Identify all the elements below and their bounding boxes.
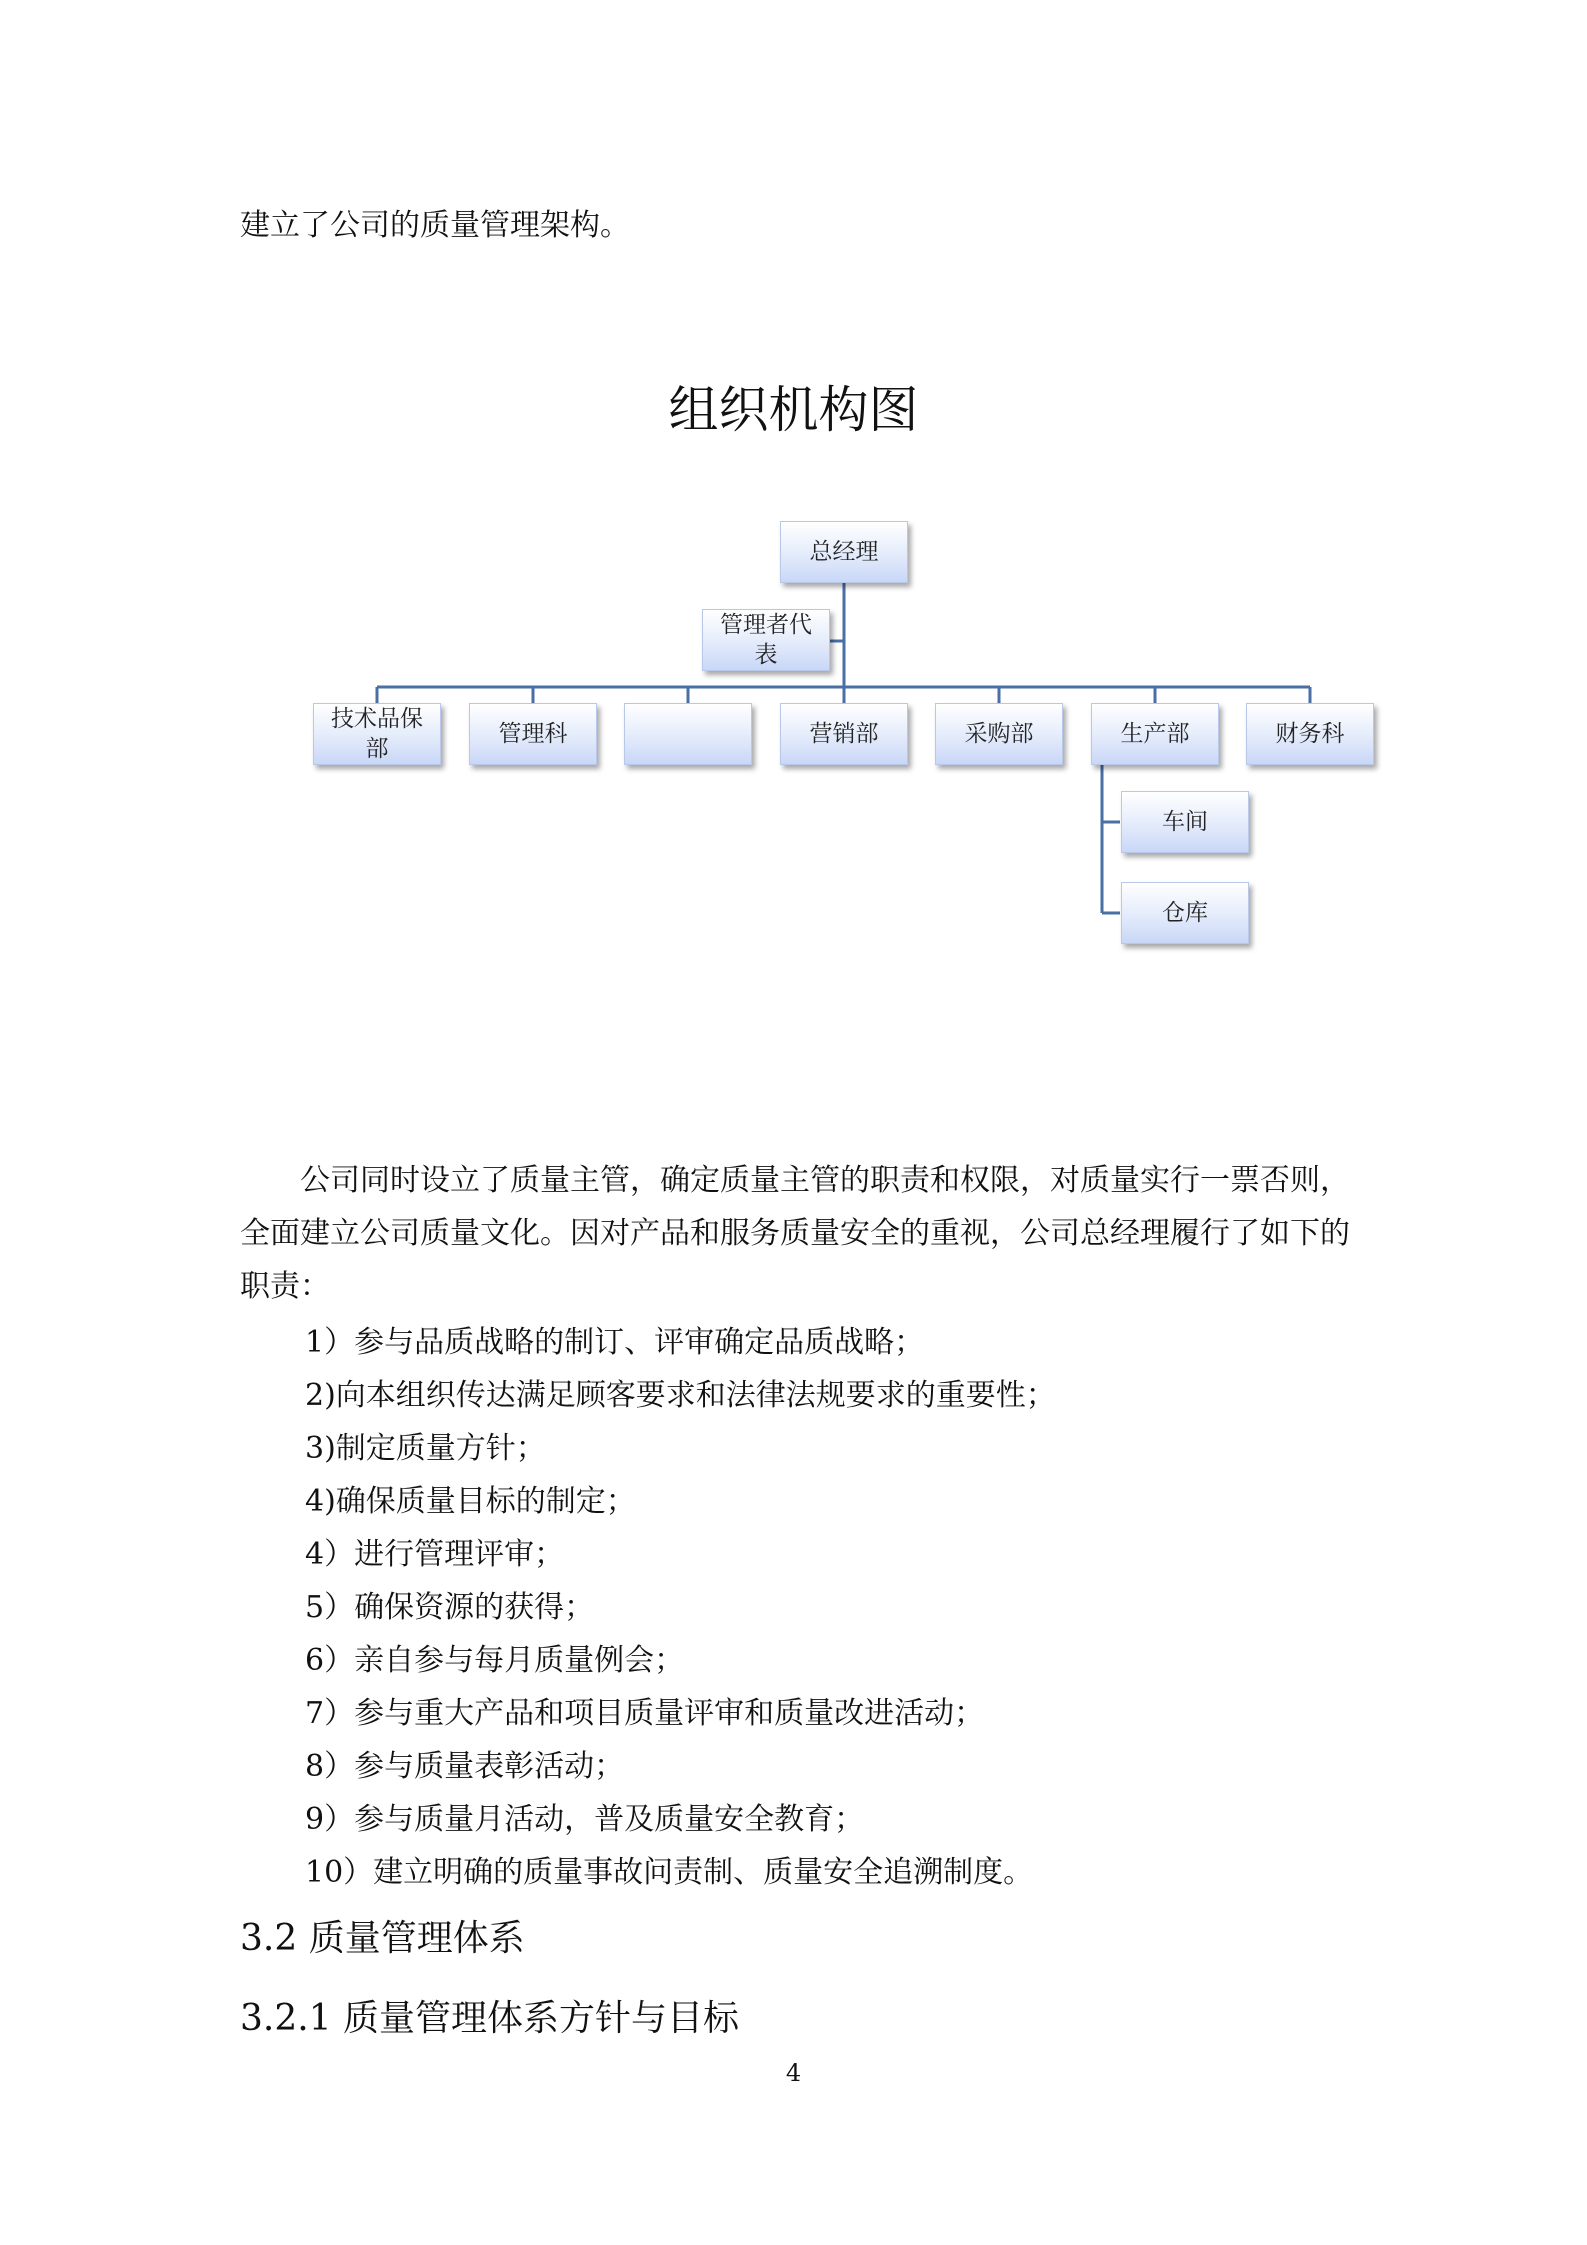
org-node-department-7: 财务科 <box>1246 703 1374 765</box>
list-item: 7）参与重大产品和项目质量评审和质量改进活动； <box>305 1696 985 1731</box>
org-chart-connectors <box>0 0 1587 1000</box>
list-item: 8）参与质量表彰活动； <box>305 1749 625 1784</box>
list-item: 6）亲自参与每月质量例会； <box>305 1643 685 1678</box>
org-node-warehouse: 仓库 <box>1121 882 1249 944</box>
org-node-department-5: 采购部 <box>935 703 1063 765</box>
body-paragraph: 公司同时设立了质量主管，确定质量主管的职责和权限，对质量实行一票否则，全面建立公司质量文化。因对产品和服务质量安全的重视，公司总经理履行了如下的职责： <box>240 1163 1350 1304</box>
org-node-management-representative: 管理者代表 <box>702 609 830 671</box>
subsection-heading: 3.2.1 质量管理体系方针与目标 <box>240 1998 740 2039</box>
list-item: 4)确保质量目标的制定； <box>305 1484 636 1519</box>
org-node-workshop: 车间 <box>1121 791 1249 853</box>
org-node-department-2: 管理科 <box>469 703 597 765</box>
org-node-general-manager: 总经理 <box>780 521 908 583</box>
list-item: 10）建立明确的质量事故问责制、质量安全追溯制度。 <box>305 1855 1034 1890</box>
list-item: 3)制定质量方针； <box>305 1431 546 1466</box>
org-node-department-6: 生产部 <box>1091 703 1219 765</box>
org-chart-title: 组织机构图 <box>668 381 919 439</box>
list-item: 4）进行管理评审； <box>305 1537 565 1572</box>
page-number: 4 <box>785 2059 802 2087</box>
org-node-department-1: 技术品保部 <box>313 703 441 765</box>
intro-line: 建立了公司的质量管理架构。 <box>240 208 630 243</box>
list-item: 5）确保资源的获得； <box>305 1590 595 1625</box>
list-item: 9）参与质量月活动，普及质量安全教育； <box>305 1802 865 1837</box>
org-node-department-3 <box>624 703 752 765</box>
list-item: 2)向本组织传达满足顾客要求和法律法规要求的重要性； <box>305 1378 1056 1413</box>
org-node-department-4: 营销部 <box>780 703 908 765</box>
section-heading: 3.2 质量管理体系 <box>240 1918 525 1959</box>
list-item: 1）参与品质战略的制订、评审确定品质战略； <box>305 1325 925 1360</box>
